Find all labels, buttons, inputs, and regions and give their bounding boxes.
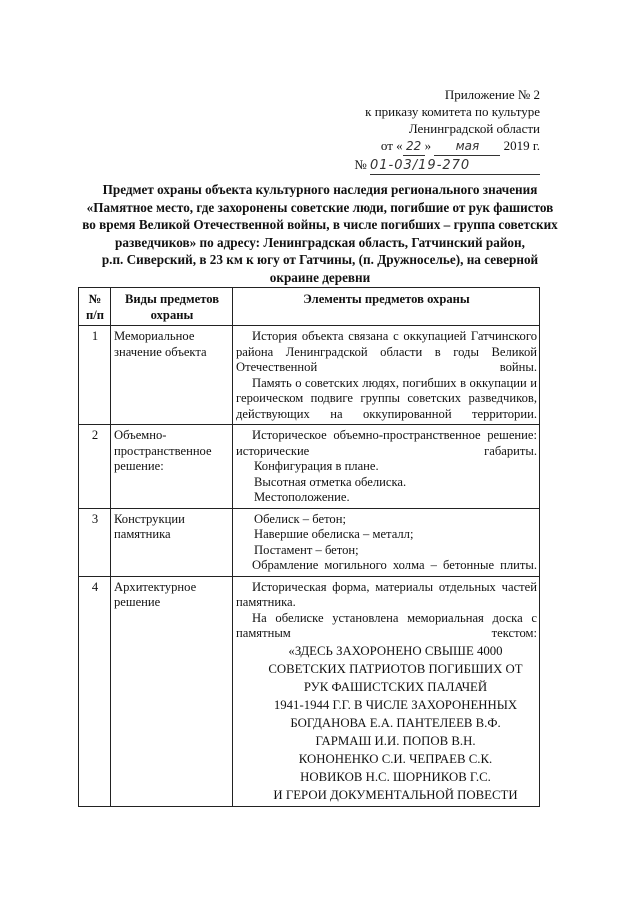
memorial-line: «ЗДЕСЬ ЗАХОРОНЕНО СВЫШЕ 4000 (288, 643, 503, 658)
memorial-line: И ГЕРОИ ДОКУМЕНТАЛЬНОЙ ПОВЕСТИ (273, 787, 518, 802)
memorial-text (236, 642, 537, 804)
memorial-line: 1941-1944 Г.Г. В ЧИСЛЕ ЗАХОРОНЕННЫХ (273, 697, 518, 712)
element-paragraph: Обрамление могильного холма – бетонные плиты. (252, 558, 537, 572)
protection-table (78, 287, 540, 807)
date-mid: » (424, 138, 432, 153)
header-num: № п/п (79, 288, 111, 326)
title-line: во время Великой Отечественной войны, в числе погибших – группа советских (82, 217, 558, 232)
row-number: 1 (79, 326, 111, 425)
title-line: р.п. Сиверский, в 23 км к югу от Гатчины, (п. Дружноселье), на северной (101, 252, 539, 267)
date-year: 2019 г. (503, 138, 540, 153)
memorial-line: НОВИКОВ Н.С. ШОРНИКОВ Г.С. (300, 769, 491, 784)
row-kind: Объемно-пространственное решение: (111, 425, 233, 509)
memorial-line: КОНОНЕНКО С.И. ЧЕПРАЕВ С.К. (298, 751, 493, 766)
row-kind: Конструкции памятника (111, 508, 233, 576)
header-elements: Элементы предметов охраны (233, 288, 540, 326)
order-number: 01-03/19-270 (370, 157, 540, 175)
row-elements (233, 326, 540, 425)
table-row (79, 326, 540, 425)
table-header-row (79, 288, 540, 326)
row-kind: Архитектурное решение (111, 576, 233, 806)
row-kind: Мемориальное значение объекта (111, 326, 233, 425)
element-paragraph: Историческое объемно-пространственное решение: исторические габариты. (236, 428, 537, 458)
annex-region-line: Ленинградской области (408, 121, 540, 136)
row-number: 3 (79, 508, 111, 576)
annex-block (340, 86, 540, 175)
row-number: 2 (79, 425, 111, 509)
annex-title: Приложение № 2 (444, 87, 540, 102)
table-row (79, 576, 540, 806)
title-line: Предмет охраны объекта культурного наследия регионального значения (102, 182, 538, 197)
date-prefix: от « (380, 138, 403, 153)
element-paragraph: Навершие обелиска – металл; (254, 527, 414, 541)
element-paragraph: История объекта связана с оккупацией Гатчинского района Ленинградской области в годы Великой Отечественной войны. (236, 329, 537, 374)
row-elements (233, 425, 540, 509)
row-elements (233, 508, 540, 576)
row-elements (233, 576, 540, 806)
header-kind: Виды предметов охраны (111, 288, 233, 326)
memorial-line: СОВЕТСКИХ ПАТРИОТОВ ПОГИБШИХ ОТ (268, 661, 523, 676)
date-day: 22 (403, 138, 425, 156)
number-prefix: № (354, 157, 367, 172)
title-line: разведчиков» по адресу: Ленинградская область, Гатчинский район, (115, 234, 525, 250)
memorial-line: РУК ФАШИСТСКИХ ПАЛАЧЕЙ (303, 679, 488, 694)
memorial-line: БОГДАНОВА Е.А. ПАНТЕЛЕЕВ В.Ф. (290, 715, 501, 730)
date-month: мая (434, 138, 500, 156)
element-paragraph: Постамент – бетон; (254, 542, 359, 557)
annex-order-line: к приказу комитета по культуре (365, 104, 540, 119)
annex-date-line (340, 137, 540, 156)
element-paragraph: На обелиске установлена мемориальная доска с памятным текстом: (236, 610, 537, 640)
row-number: 4 (79, 576, 111, 806)
element-paragraph: Память о советских людях, погибших в оккупации и героическом подвиге группы советских разведчиков, действующих на оккупированной территории. (236, 375, 537, 421)
element-paragraph: Историческая форма, материалы отдельных частей памятника. (236, 579, 537, 609)
table-row (79, 425, 540, 509)
memorial-line: ГАРМАШ И.И. ПОПОВ В.Н. (315, 733, 476, 748)
table-row (79, 508, 540, 576)
element-paragraph: Высотная отметка обелиска. (254, 474, 407, 489)
title-line: окраине деревни (269, 269, 371, 285)
element-paragraph: Конфигурация в плане. (254, 459, 379, 473)
element-paragraph: Обелиск – бетон; (254, 511, 346, 526)
title-line: «Памятное место, где захоронены советские люди, погибшие от рук фашистов (86, 199, 554, 215)
element-paragraph: Местоположение. (254, 490, 350, 504)
annex-number-line (340, 156, 540, 175)
document-title (70, 181, 570, 286)
